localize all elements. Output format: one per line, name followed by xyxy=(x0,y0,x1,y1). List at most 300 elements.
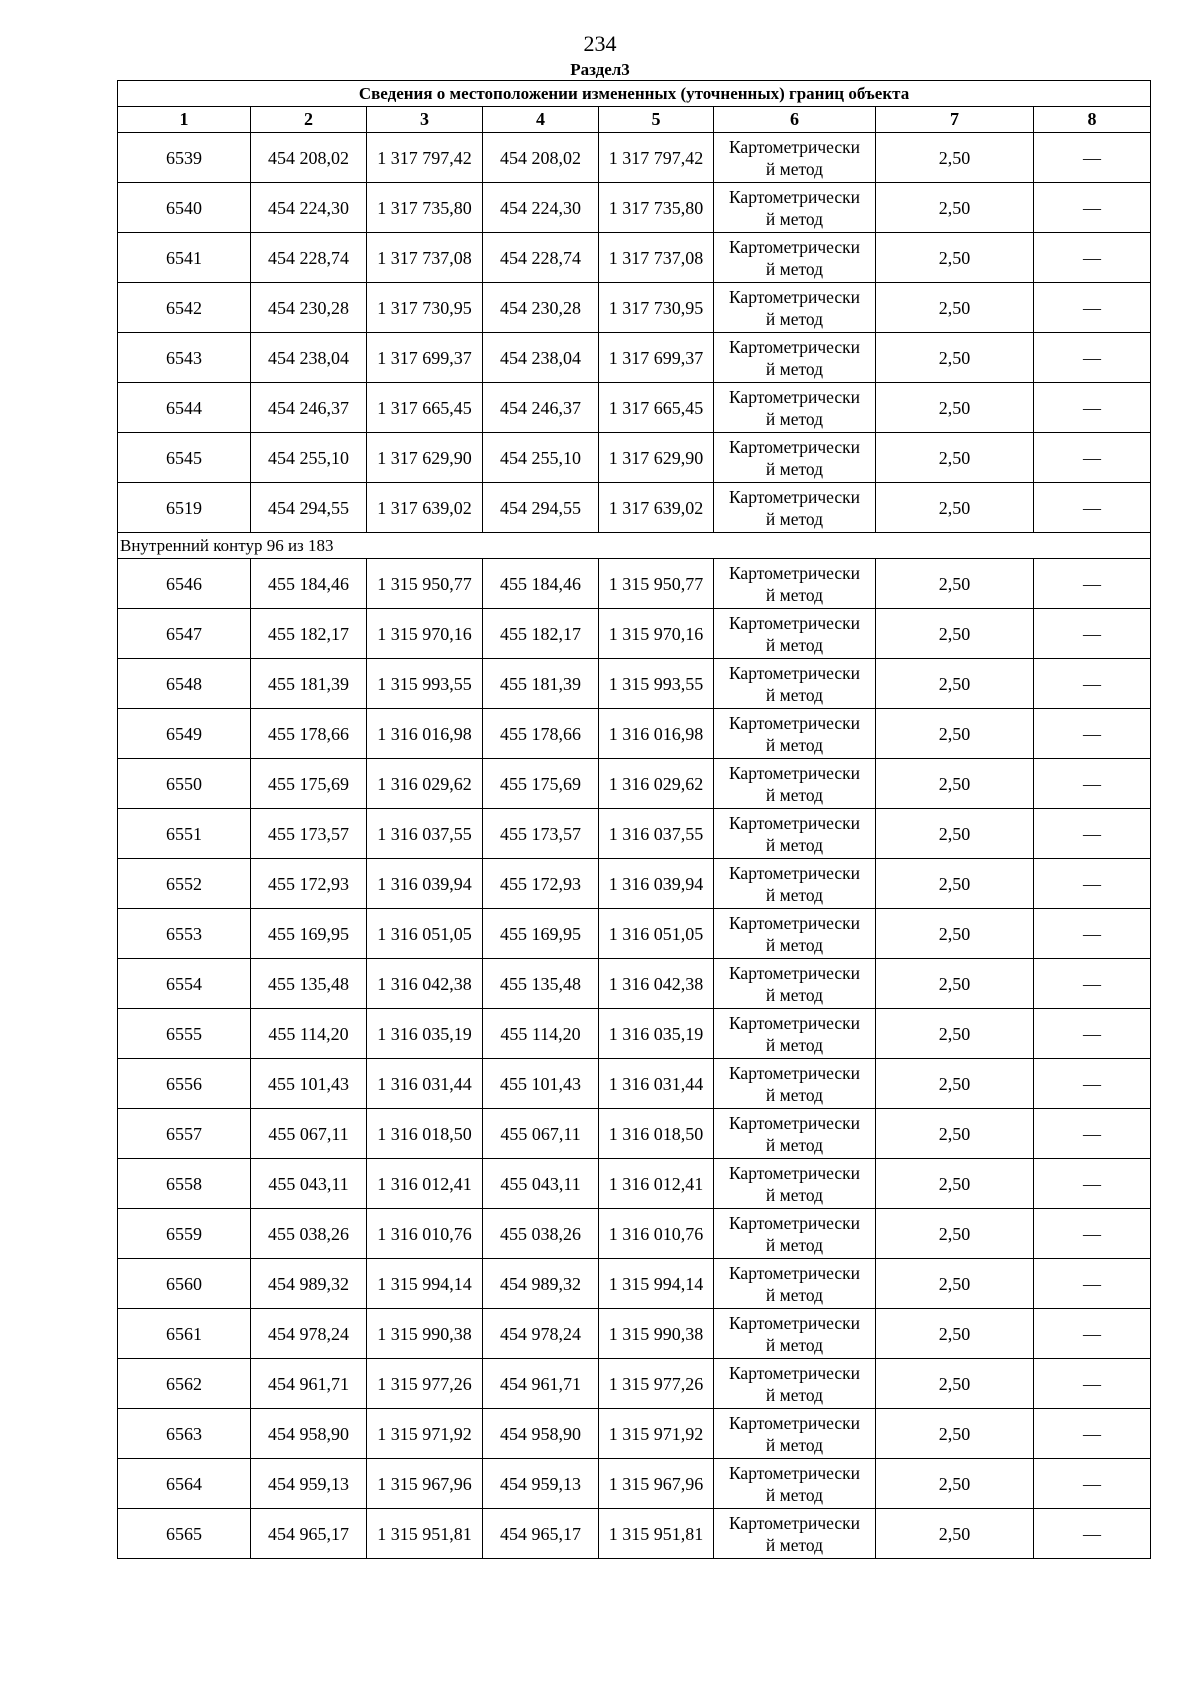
y-old-cell: 1 316 012,41 xyxy=(367,1159,483,1209)
method-cell xyxy=(714,1009,876,1059)
x-old-cell: 455 043,11 xyxy=(251,1159,367,1209)
y-old-cell: 1 316 016,98 xyxy=(367,709,483,759)
point-number-cell: 6545 xyxy=(118,433,251,483)
x-old-cell: 454 958,90 xyxy=(251,1409,367,1459)
x-old-cell: 455 181,39 xyxy=(251,659,367,709)
method-text-line2: й метод xyxy=(765,1234,824,1255)
description-cell: — xyxy=(1034,1059,1151,1109)
y-old-cell: 1 317 737,08 xyxy=(367,233,483,283)
description-cell: — xyxy=(1034,609,1151,659)
method-text-line1: Картометрически xyxy=(728,236,861,257)
accuracy-cell: 2,50 xyxy=(876,483,1034,533)
method-text-line2: й метод xyxy=(765,1484,824,1505)
x-new-cell: 455 184,46 xyxy=(483,559,599,609)
point-number-cell: 6544 xyxy=(118,383,251,433)
description-cell: — xyxy=(1034,909,1151,959)
accuracy-cell: 2,50 xyxy=(876,1009,1034,1059)
description-cell: — xyxy=(1034,1459,1151,1509)
x-new-cell: 454 238,04 xyxy=(483,333,599,383)
description-cell: — xyxy=(1034,1509,1151,1559)
table-row xyxy=(118,1509,1151,1559)
method-text-line1: Картометрически xyxy=(728,812,861,833)
method-text-line2: й метод xyxy=(765,508,824,529)
accuracy-cell: 2,50 xyxy=(876,909,1034,959)
point-number-cell: 6559 xyxy=(118,1209,251,1259)
y-new-cell: 1 317 699,37 xyxy=(599,333,714,383)
x-new-cell: 455 135,48 xyxy=(483,959,599,1009)
method-text-line1: Картометрически xyxy=(728,1512,861,1533)
description-cell: — xyxy=(1034,659,1151,709)
y-new-cell: 1 315 993,55 xyxy=(599,659,714,709)
method-cell xyxy=(714,1309,876,1359)
method-cell xyxy=(714,859,876,909)
y-old-cell: 1 317 629,90 xyxy=(367,433,483,483)
y-new-cell: 1 315 971,92 xyxy=(599,1409,714,1459)
table-row xyxy=(118,383,1151,433)
y-old-cell: 1 317 699,37 xyxy=(367,333,483,383)
point-number-cell: 6562 xyxy=(118,1359,251,1409)
y-old-cell: 1 315 971,92 xyxy=(367,1409,483,1459)
y-new-cell: 1 317 629,90 xyxy=(599,433,714,483)
x-old-cell: 455 173,57 xyxy=(251,809,367,859)
section-title: Раздел3 xyxy=(570,60,630,79)
point-number-cell: 6541 xyxy=(118,233,251,283)
point-number-cell: 6543 xyxy=(118,333,251,383)
x-new-cell: 455 169,95 xyxy=(483,909,599,959)
point-number-cell: 6539 xyxy=(118,133,251,183)
method-text-line2: й метод xyxy=(765,1134,824,1155)
method-cell xyxy=(714,909,876,959)
point-number-cell: 6548 xyxy=(118,659,251,709)
column-header: 8 xyxy=(1034,107,1151,133)
x-old-cell: 454 224,30 xyxy=(251,183,367,233)
y-old-cell: 1 316 037,55 xyxy=(367,809,483,859)
description-cell: — xyxy=(1034,809,1151,859)
point-number-cell: 6560 xyxy=(118,1259,251,1309)
point-number-cell: 6556 xyxy=(118,1059,251,1109)
description-cell: — xyxy=(1034,1109,1151,1159)
y-new-cell: 1 315 990,38 xyxy=(599,1309,714,1359)
x-new-cell: 455 101,43 xyxy=(483,1059,599,1109)
point-number-cell: 6519 xyxy=(118,483,251,533)
method-text-line2: й метод xyxy=(765,1284,824,1305)
table-row xyxy=(118,433,1151,483)
table-row xyxy=(118,1009,1151,1059)
description-cell: — xyxy=(1034,433,1151,483)
description-cell: — xyxy=(1034,133,1151,183)
description-cell: — xyxy=(1034,483,1151,533)
table-row xyxy=(118,1409,1151,1459)
y-old-cell: 1 317 665,45 xyxy=(367,383,483,433)
point-number-cell: 6546 xyxy=(118,559,251,609)
y-new-cell: 1 316 031,44 xyxy=(599,1059,714,1109)
x-new-cell: 454 294,55 xyxy=(483,483,599,533)
method-text-line2: й метод xyxy=(765,1434,824,1455)
accuracy-cell: 2,50 xyxy=(876,809,1034,859)
description-cell: — xyxy=(1034,1209,1151,1259)
method-text-line1: Картометрически xyxy=(728,1362,861,1383)
method-text-line2: й метод xyxy=(765,934,824,955)
accuracy-cell: 2,50 xyxy=(876,1059,1034,1109)
y-new-cell: 1 316 042,38 xyxy=(599,959,714,1009)
page-number: 234 xyxy=(583,31,617,56)
y-old-cell: 1 316 018,50 xyxy=(367,1109,483,1159)
accuracy-cell: 2,50 xyxy=(876,233,1034,283)
y-old-cell: 1 317 735,80 xyxy=(367,183,483,233)
table-row xyxy=(118,483,1151,533)
method-text-line2: й метод xyxy=(765,208,824,229)
table-row xyxy=(118,859,1151,909)
table-row xyxy=(118,283,1151,333)
y-new-cell: 1 315 977,26 xyxy=(599,1359,714,1409)
x-old-cell: 454 228,74 xyxy=(251,233,367,283)
point-number-cell: 6551 xyxy=(118,809,251,859)
table-row xyxy=(118,1359,1151,1409)
y-old-cell: 1 315 951,81 xyxy=(367,1509,483,1559)
column-number-row xyxy=(118,107,1151,133)
y-old-cell: 1 315 970,16 xyxy=(367,609,483,659)
x-new-cell: 455 173,57 xyxy=(483,809,599,859)
x-old-cell: 455 172,93 xyxy=(251,859,367,909)
y-new-cell: 1 316 018,50 xyxy=(599,1109,714,1159)
method-text-line2: й метод xyxy=(765,884,824,905)
y-new-cell: 1 315 967,96 xyxy=(599,1459,714,1509)
x-new-cell: 454 989,32 xyxy=(483,1259,599,1309)
column-header: 2 xyxy=(251,107,367,133)
description-cell: — xyxy=(1034,233,1151,283)
y-new-cell: 1 317 735,80 xyxy=(599,183,714,233)
accuracy-cell: 2,50 xyxy=(876,433,1034,483)
method-cell xyxy=(714,659,876,709)
table-row xyxy=(118,659,1151,709)
column-header: 4 xyxy=(483,107,599,133)
table-row xyxy=(118,1209,1151,1259)
method-text-line1: Картометрически xyxy=(728,286,861,307)
method-cell xyxy=(714,609,876,659)
point-number-cell: 6557 xyxy=(118,1109,251,1159)
method-text-line1: Картометрически xyxy=(728,1012,861,1033)
y-new-cell: 1 316 012,41 xyxy=(599,1159,714,1209)
accuracy-cell: 2,50 xyxy=(876,759,1034,809)
y-old-cell: 1 315 993,55 xyxy=(367,659,483,709)
description-cell: — xyxy=(1034,1009,1151,1059)
x-new-cell: 454 228,74 xyxy=(483,233,599,283)
accuracy-cell: 2,50 xyxy=(876,1409,1034,1459)
y-new-cell: 1 316 016,98 xyxy=(599,709,714,759)
method-text-line1: Картометрически xyxy=(728,1162,861,1183)
method-cell xyxy=(714,1259,876,1309)
method-text-line1: Картометрически xyxy=(728,336,861,357)
table-row xyxy=(118,559,1151,609)
point-number-cell: 6564 xyxy=(118,1459,251,1509)
method-cell xyxy=(714,1209,876,1259)
y-old-cell: 1 316 010,76 xyxy=(367,1209,483,1259)
accuracy-cell: 2,50 xyxy=(876,1259,1034,1309)
method-text-line2: й метод xyxy=(765,158,824,179)
method-text-line1: Картометрически xyxy=(728,186,861,207)
method-text-line1: Картометрически xyxy=(728,1312,861,1333)
x-old-cell: 455 175,69 xyxy=(251,759,367,809)
y-old-cell: 1 316 039,94 xyxy=(367,859,483,909)
accuracy-cell: 2,50 xyxy=(876,183,1034,233)
method-cell xyxy=(714,233,876,283)
y-new-cell: 1 317 737,08 xyxy=(599,233,714,283)
table-row xyxy=(118,1059,1151,1109)
table-row xyxy=(118,1259,1151,1309)
x-new-cell: 455 067,11 xyxy=(483,1109,599,1159)
accuracy-cell: 2,50 xyxy=(876,133,1034,183)
column-header: 7 xyxy=(876,107,1034,133)
x-new-cell: 454 224,30 xyxy=(483,183,599,233)
y-old-cell: 1 317 797,42 xyxy=(367,133,483,183)
accuracy-cell: 2,50 xyxy=(876,959,1034,1009)
method-cell xyxy=(714,1509,876,1559)
method-text-line1: Картометрически xyxy=(728,662,861,683)
method-text-line2: й метод xyxy=(765,584,824,605)
x-old-cell: 454 208,02 xyxy=(251,133,367,183)
boundary-coordinates-table xyxy=(117,80,1151,1559)
table-row xyxy=(118,333,1151,383)
table-row xyxy=(118,709,1151,759)
accuracy-cell: 2,50 xyxy=(876,1509,1034,1559)
x-new-cell: 454 978,24 xyxy=(483,1309,599,1359)
x-new-cell: 454 230,28 xyxy=(483,283,599,333)
method-text-line1: Картометрически xyxy=(728,1212,861,1233)
y-old-cell: 1 316 031,44 xyxy=(367,1059,483,1109)
method-cell xyxy=(714,283,876,333)
x-new-cell: 455 175,69 xyxy=(483,759,599,809)
x-new-cell: 454 958,90 xyxy=(483,1409,599,1459)
description-cell: — xyxy=(1034,383,1151,433)
method-text-line1: Картометрически xyxy=(728,1062,861,1083)
y-new-cell: 1 317 730,95 xyxy=(599,283,714,333)
x-old-cell: 455 178,66 xyxy=(251,709,367,759)
method-text-line2: й метод xyxy=(765,1384,824,1405)
method-cell xyxy=(714,1459,876,1509)
accuracy-cell: 2,50 xyxy=(876,1309,1034,1359)
y-old-cell: 1 316 042,38 xyxy=(367,959,483,1009)
description-cell: — xyxy=(1034,759,1151,809)
method-text-line1: Картометрически xyxy=(728,912,861,933)
method-text-line1: Картометрически xyxy=(728,436,861,457)
x-old-cell: 455 101,43 xyxy=(251,1059,367,1109)
description-cell: — xyxy=(1034,183,1151,233)
point-number-cell: 6558 xyxy=(118,1159,251,1209)
x-old-cell: 455 182,17 xyxy=(251,609,367,659)
method-text-line2: й метод xyxy=(765,358,824,379)
y-new-cell: 1 316 029,62 xyxy=(599,759,714,809)
y-new-cell: 1 315 970,16 xyxy=(599,609,714,659)
x-old-cell: 454 246,37 xyxy=(251,383,367,433)
method-text-line2: й метод xyxy=(765,734,824,755)
method-text-line2: й метод xyxy=(765,684,824,705)
method-text-line2: й метод xyxy=(765,308,824,329)
contour-separator-row xyxy=(118,533,1151,559)
point-number-cell: 6561 xyxy=(118,1309,251,1359)
point-number-cell: 6552 xyxy=(118,859,251,909)
method-cell xyxy=(714,559,876,609)
method-cell xyxy=(714,1159,876,1209)
x-new-cell: 455 181,39 xyxy=(483,659,599,709)
method-cell xyxy=(714,759,876,809)
accuracy-cell: 2,50 xyxy=(876,659,1034,709)
x-new-cell: 454 208,02 xyxy=(483,133,599,183)
table-row xyxy=(118,1459,1151,1509)
x-new-cell: 455 043,11 xyxy=(483,1159,599,1209)
table-row xyxy=(118,959,1151,1009)
y-new-cell: 1 317 797,42 xyxy=(599,133,714,183)
accuracy-cell: 2,50 xyxy=(876,609,1034,659)
method-cell xyxy=(714,709,876,759)
x-new-cell: 454 959,13 xyxy=(483,1459,599,1509)
y-new-cell: 1 317 639,02 xyxy=(599,483,714,533)
description-cell: — xyxy=(1034,709,1151,759)
point-number-cell: 6540 xyxy=(118,183,251,233)
x-new-cell: 454 255,10 xyxy=(483,433,599,483)
method-text-line2: й метод xyxy=(765,1034,824,1055)
x-old-cell: 454 989,32 xyxy=(251,1259,367,1309)
table-row xyxy=(118,1109,1151,1159)
table-row xyxy=(118,1309,1151,1359)
table-row xyxy=(118,1159,1151,1209)
table-row xyxy=(118,183,1151,233)
method-text-line2: й метод xyxy=(765,1534,824,1555)
contour-label: Внутренний контур 96 из 183 xyxy=(118,533,1151,559)
method-text-line1: Картометрически xyxy=(728,712,861,733)
method-cell xyxy=(714,1359,876,1409)
method-cell xyxy=(714,1109,876,1159)
x-new-cell: 455 114,20 xyxy=(483,1009,599,1059)
point-number-cell: 6554 xyxy=(118,959,251,1009)
method-text-line2: й метод xyxy=(765,408,824,429)
point-number-cell: 6550 xyxy=(118,759,251,809)
x-new-cell: 454 965,17 xyxy=(483,1509,599,1559)
method-text-line2: й метод xyxy=(765,1334,824,1355)
method-cell xyxy=(714,333,876,383)
method-text-line2: й метод xyxy=(765,1184,824,1205)
point-number-cell: 6553 xyxy=(118,909,251,959)
method-text-line1: Картометрически xyxy=(728,612,861,633)
description-cell: — xyxy=(1034,283,1151,333)
method-text-line2: й метод xyxy=(765,834,824,855)
accuracy-cell: 2,50 xyxy=(876,1209,1034,1259)
x-new-cell: 455 038,26 xyxy=(483,1209,599,1259)
point-number-cell: 6565 xyxy=(118,1509,251,1559)
x-new-cell: 455 172,93 xyxy=(483,859,599,909)
column-header: 5 xyxy=(599,107,714,133)
accuracy-cell: 2,50 xyxy=(876,1109,1034,1159)
description-cell: — xyxy=(1034,1409,1151,1459)
column-header: 1 xyxy=(118,107,251,133)
y-new-cell: 1 316 039,94 xyxy=(599,859,714,909)
table-row xyxy=(118,609,1151,659)
y-old-cell: 1 315 977,26 xyxy=(367,1359,483,1409)
method-text-line1: Картометрически xyxy=(728,486,861,507)
method-cell xyxy=(714,183,876,233)
table-row xyxy=(118,909,1151,959)
x-new-cell: 454 961,71 xyxy=(483,1359,599,1409)
y-new-cell: 1 316 037,55 xyxy=(599,809,714,859)
y-new-cell: 1 315 950,77 xyxy=(599,559,714,609)
accuracy-cell: 2,50 xyxy=(876,859,1034,909)
method-text-line2: й метод xyxy=(765,984,824,1005)
method-text-line1: Картометрически xyxy=(728,862,861,883)
accuracy-cell: 2,50 xyxy=(876,283,1034,333)
x-old-cell: 454 255,10 xyxy=(251,433,367,483)
y-new-cell: 1 316 051,05 xyxy=(599,909,714,959)
table-row xyxy=(118,759,1151,809)
method-cell xyxy=(714,433,876,483)
method-text-line2: й метод xyxy=(765,458,824,479)
x-old-cell: 454 294,55 xyxy=(251,483,367,533)
point-number-cell: 6547 xyxy=(118,609,251,659)
method-text-line2: й метод xyxy=(765,258,824,279)
method-cell xyxy=(714,1059,876,1109)
x-old-cell: 454 961,71 xyxy=(251,1359,367,1409)
method-cell xyxy=(714,133,876,183)
y-new-cell: 1 315 951,81 xyxy=(599,1509,714,1559)
x-old-cell: 454 959,13 xyxy=(251,1459,367,1509)
description-cell: — xyxy=(1034,1309,1151,1359)
x-new-cell: 454 246,37 xyxy=(483,383,599,433)
x-old-cell: 455 038,26 xyxy=(251,1209,367,1259)
description-cell: — xyxy=(1034,559,1151,609)
table-row xyxy=(118,809,1151,859)
method-cell xyxy=(714,383,876,433)
point-number-cell: 6542 xyxy=(118,283,251,333)
accuracy-cell: 2,50 xyxy=(876,1359,1034,1409)
accuracy-cell: 2,50 xyxy=(876,709,1034,759)
accuracy-cell: 2,50 xyxy=(876,383,1034,433)
y-old-cell: 1 316 029,62 xyxy=(367,759,483,809)
description-cell: — xyxy=(1034,1259,1151,1309)
accuracy-cell: 2,50 xyxy=(876,333,1034,383)
table-row xyxy=(118,133,1151,183)
point-number-cell: 6549 xyxy=(118,709,251,759)
point-number-cell: 6563 xyxy=(118,1409,251,1459)
y-old-cell: 1 317 639,02 xyxy=(367,483,483,533)
method-cell xyxy=(714,483,876,533)
x-old-cell: 455 135,48 xyxy=(251,959,367,1009)
y-old-cell: 1 316 035,19 xyxy=(367,1009,483,1059)
y-old-cell: 1 316 051,05 xyxy=(367,909,483,959)
method-text-line1: Картометрически xyxy=(728,1262,861,1283)
x-old-cell: 454 238,04 xyxy=(251,333,367,383)
method-text-line1: Картометрически xyxy=(728,136,861,157)
x-old-cell: 454 978,24 xyxy=(251,1309,367,1359)
method-text-line1: Картометрически xyxy=(728,1412,861,1433)
description-cell: — xyxy=(1034,1159,1151,1209)
accuracy-cell: 2,50 xyxy=(876,559,1034,609)
method-text-line2: й метод xyxy=(765,634,824,655)
point-number-cell: 6555 xyxy=(118,1009,251,1059)
y-old-cell: 1 315 950,77 xyxy=(367,559,483,609)
method-text-line2: й метод xyxy=(765,784,824,805)
method-text-line1: Картометрически xyxy=(728,762,861,783)
x-old-cell: 455 067,11 xyxy=(251,1109,367,1159)
method-cell xyxy=(714,1409,876,1459)
x-old-cell: 454 965,17 xyxy=(251,1509,367,1559)
y-new-cell: 1 315 994,14 xyxy=(599,1259,714,1309)
x-new-cell: 455 182,17 xyxy=(483,609,599,659)
x-old-cell: 455 169,95 xyxy=(251,909,367,959)
description-cell: — xyxy=(1034,1359,1151,1409)
y-old-cell: 1 317 730,95 xyxy=(367,283,483,333)
method-cell xyxy=(714,809,876,859)
table-caption-row xyxy=(118,81,1151,107)
method-text-line1: Картометрически xyxy=(728,562,861,583)
y-old-cell: 1 315 967,96 xyxy=(367,1459,483,1509)
